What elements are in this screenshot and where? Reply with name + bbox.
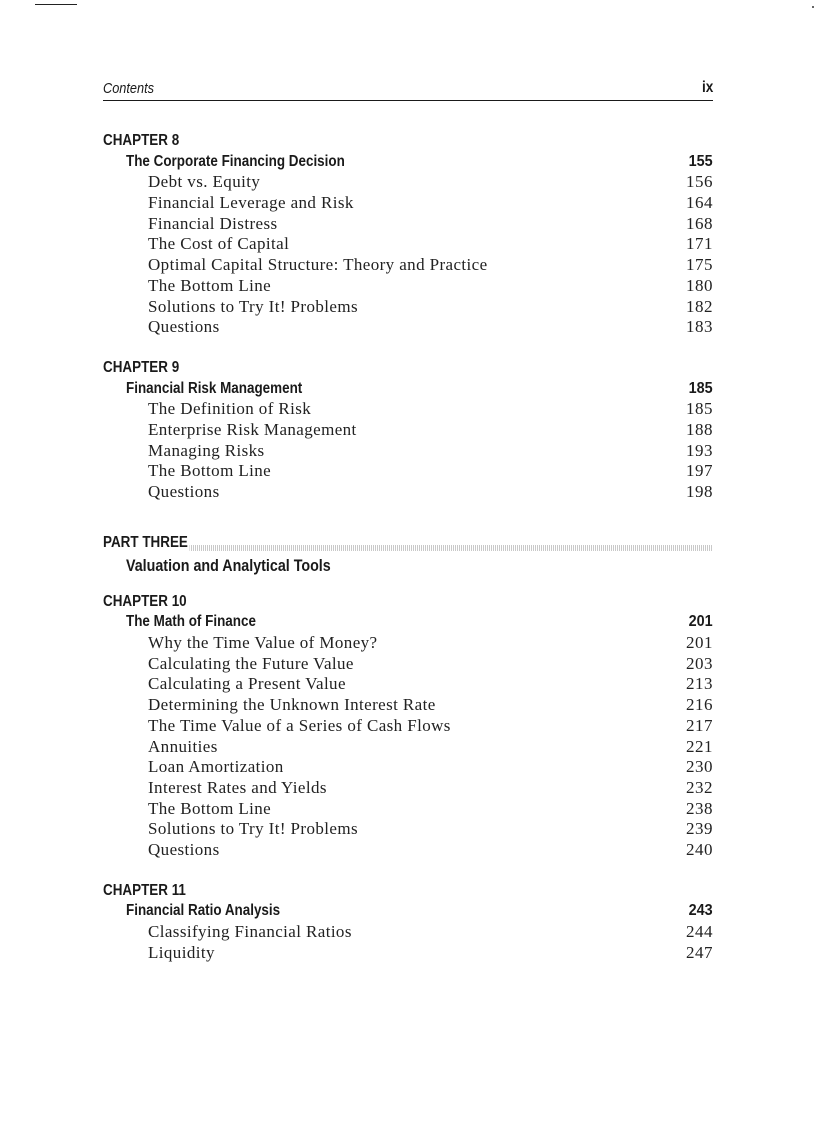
section-title: The Time Value of a Series of Cash Flows (148, 715, 451, 735)
chapter-10 (103, 592, 713, 861)
chapter-title: The Corporate Financing Decision (126, 152, 345, 170)
section-page: 180 (686, 275, 713, 295)
part-title-row[interactable] (103, 554, 713, 578)
chapter-page: 185 (688, 379, 713, 397)
section-page: 168 (686, 213, 713, 233)
section-page: 232 (686, 777, 713, 797)
chapter-number: CHAPTER 11 (103, 881, 186, 899)
section-page: 193 (686, 440, 713, 460)
section-entry[interactable] (103, 757, 713, 778)
section-entry[interactable] (103, 819, 713, 840)
chapter-number: CHAPTER 10 (103, 592, 187, 610)
section-entry[interactable] (103, 674, 713, 695)
section-page: 182 (686, 296, 713, 316)
table-of-contents (103, 131, 713, 963)
section-entry[interactable] (103, 420, 713, 441)
corner-dot (812, 6, 814, 8)
section-title: Questions (148, 839, 220, 859)
section-page: 198 (686, 482, 713, 501)
chapter-title-row[interactable] (103, 379, 713, 400)
section-entry[interactable] (103, 799, 713, 820)
section-page: 221 (686, 736, 713, 756)
section-entry[interactable] (103, 943, 713, 964)
chapter-page: 201 (688, 613, 713, 631)
section-entry[interactable] (103, 461, 713, 482)
section-entry[interactable] (103, 214, 713, 235)
section-entry[interactable] (103, 922, 713, 943)
section-entry[interactable] (103, 172, 713, 193)
section-entry[interactable] (103, 695, 713, 716)
section-page: 244 (686, 922, 713, 941)
part-title: Valuation and Analytical Tools (126, 555, 331, 575)
section-title: Calculating the Future Value (148, 653, 354, 673)
section-entry[interactable] (103, 399, 713, 420)
section-title: Enterprise Risk Management (148, 419, 357, 439)
section-entry[interactable] (103, 633, 713, 654)
header-page-numeral: ix (701, 79, 713, 96)
section-entry[interactable] (103, 255, 713, 276)
section-title: Solutions to Try It! Problems (148, 819, 358, 839)
section-page: 156 (686, 172, 713, 192)
section-title: The Bottom Line (148, 461, 272, 481)
section-page: 203 (686, 653, 713, 673)
section-page: 216 (686, 695, 713, 715)
chapter-page: 243 (688, 902, 713, 920)
section-entry[interactable] (103, 482, 713, 503)
section-entry[interactable] (103, 778, 713, 799)
chapter-title: Financial Ratio Analysis (126, 902, 281, 920)
section-title: Classifying Financial Ratios (148, 922, 352, 941)
chapter-number: CHAPTER 8 (103, 132, 180, 149)
running-header (103, 78, 713, 101)
section-entry[interactable] (103, 234, 713, 255)
section-entry[interactable] (103, 654, 713, 675)
section-entry[interactable] (103, 441, 713, 462)
section-title: The Definition of Risk (148, 399, 312, 419)
section-title: The Bottom Line (148, 798, 272, 818)
section-title: Determining the Unknown Interest Rate (148, 695, 436, 715)
chapter-8 (103, 131, 713, 338)
section-entry[interactable] (103, 737, 713, 758)
chapter-page: 155 (688, 152, 713, 170)
section-page: 183 (686, 317, 713, 337)
section-page: 188 (686, 419, 713, 439)
chapter-title: The Math of Finance (126, 613, 256, 631)
section-page: 230 (686, 757, 713, 777)
section-title: Optimal Capital Structure: Theory and Practice (148, 255, 488, 275)
section-title: Financial Distress (148, 213, 278, 233)
part-rule (103, 545, 713, 551)
section-title: Why the Time Value of Money? (148, 633, 378, 653)
chapter-11 (103, 881, 713, 964)
section-page: 238 (686, 798, 713, 818)
crop-mark (35, 4, 77, 5)
part-label: PART THREE (103, 532, 190, 554)
section-page: 247 (686, 942, 713, 962)
chapter-title: Financial Risk Management (126, 379, 303, 397)
chapter-title-row[interactable] (103, 901, 713, 922)
section-title: Annuities (148, 736, 218, 756)
section-entry[interactable] (103, 193, 713, 214)
part-three (103, 532, 713, 578)
section-page: 201 (686, 633, 713, 653)
section-page: 213 (686, 674, 713, 694)
chapter-title-row[interactable] (103, 152, 713, 173)
section-title: The Cost of Capital (148, 234, 290, 254)
chapter-number: CHAPTER 9 (103, 358, 180, 376)
section-title: Loan Amortization (148, 757, 284, 777)
header-section-title: Contents (103, 80, 155, 97)
section-page: 240 (686, 839, 713, 859)
section-title: The Bottom Line (148, 275, 272, 295)
section-page: 239 (686, 819, 713, 839)
section-page: 171 (686, 234, 713, 254)
section-entry[interactable] (103, 840, 713, 861)
section-title: Interest Rates and Yields (148, 777, 327, 797)
section-page: 185 (686, 399, 713, 419)
section-entry[interactable] (103, 276, 713, 297)
section-page: 164 (686, 193, 713, 213)
section-title: Calculating a Present Value (148, 674, 346, 694)
section-title: Questions (148, 317, 220, 337)
section-entry[interactable] (103, 716, 713, 737)
section-title: Managing Risks (148, 440, 265, 460)
section-page: 197 (686, 461, 713, 481)
section-page: 175 (686, 255, 713, 275)
chapter-9 (103, 358, 713, 503)
section-title: Solutions to Try It! Problems (148, 296, 358, 316)
section-title: Questions (148, 482, 220, 501)
part-heading (103, 532, 713, 554)
section-entry[interactable] (103, 317, 713, 338)
section-entry[interactable] (103, 297, 713, 318)
chapter-title-row[interactable] (103, 612, 713, 633)
section-title: Liquidity (148, 942, 215, 962)
section-title: Financial Leverage and Risk (148, 193, 354, 213)
section-title: Debt vs. Equity (148, 172, 261, 192)
section-page: 217 (686, 715, 713, 735)
